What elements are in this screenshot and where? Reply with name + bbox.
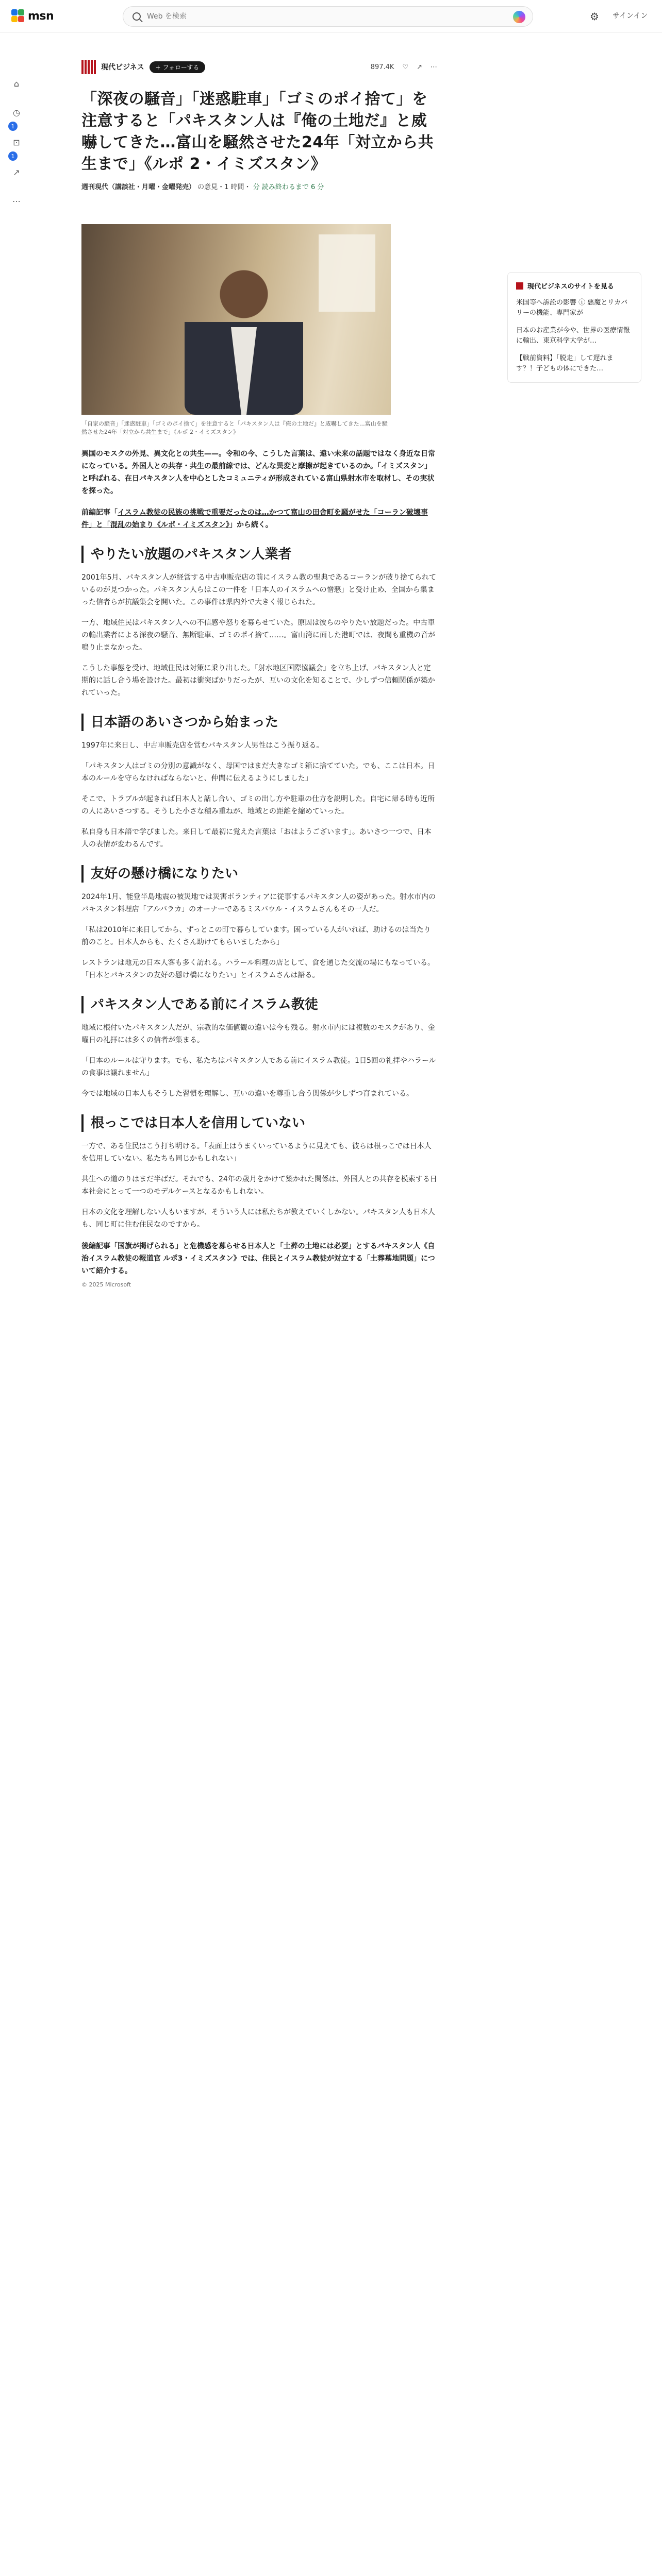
side-link[interactable]: 【戦前資料】「脱走」して遅れます？！子どもの体にできた… bbox=[516, 354, 614, 372]
publisher-side-card bbox=[507, 272, 641, 383]
paragraph: 地域に根付いたパキスタン人だが、宗教的な価値観の違いは今も残る。射水市内には複数のモスクがあり、金曜日の礼拝には多くの信者が集まる。 bbox=[81, 1024, 435, 1044]
logo-text: msn bbox=[28, 9, 54, 23]
image-caption: 「自家の騒音」「迷惑駐車」「ゴミのポイ捨て」を注意すると「パキスタン人は『俺の土地だ』と威嚇してきた…富山を騒然させた24年「対立から共生まで」《ルポ 2・イミズスタン》 bbox=[81, 420, 388, 435]
paragraph: こうした事態を受け、地域住民は対策に乗り出した。「射水地区国際協議会」を立ち上げ、パキスタン人と定期的に話し合う場を設けた。最初は衝突ばかりだったが、互いの文化を知ることで、少しずつ信頼関係が築かれていった。 bbox=[81, 664, 435, 697]
related-suffix: 」から続く。 bbox=[229, 521, 273, 529]
home-icon[interactable]: ⌂ bbox=[13, 78, 20, 89]
paragraph: レストランは地元の日本人客も多く訪れる。ハラール料理の店として、食を通じた交流の場にもなっている。「日本とパキスタンの友好の懸け橋になりたい」とイスラムさんは語る。 bbox=[81, 959, 435, 979]
paragraph: 「パキスタン人はゴミの分別の意識がなく、母国ではまだ大きなゴミ箱に捨てていた。でも、ここは日本。日本のルールを守らなければならないと、仲間に伝えるようにしました」 bbox=[81, 762, 435, 783]
search-input[interactable] bbox=[147, 12, 498, 21]
byline bbox=[81, 181, 437, 191]
related-link[interactable]: イスラム教徒の民族の挑戦で重要だったのは…かつて富山の田舎町を騒がせた「コーラン破壊事件」と「混乱の始まり《ルポ・イミズスタン》 bbox=[81, 509, 428, 529]
article-lead: 異国のモスクの外見、異文化との共生——。令和の今、こうした言葉は、遠い未来の話題ではなく身近な日常になっている。外国人との共存・共生の最前線では、どんな異変と摩擦が起きているのか。「イミズスタン」と呼ばれる、在日パキスタン人を中心としたコミュニティが形成されている富山県射水市を取材し、その実状を探った。 bbox=[81, 450, 435, 495]
closing-link[interactable]: 後編記事「国旗が掲げられる」と危機感を募らせる日本人と「土葬の土地には必要」とするパキスタン人《自治イスラム教徒の報道官 ルポ3・イミズスタン》では、住民とイスラム教徒が対立する「土葬墓地問題」について紹介する。 bbox=[81, 1242, 435, 1275]
related-article bbox=[81, 506, 437, 531]
top-bar bbox=[0, 0, 662, 33]
more-icon[interactable]: ⋯ bbox=[12, 196, 21, 206]
paragraph: 私自身も日本語で学びました。来日して最初に覚えた言葉は「おはようございます」。あいさつ一つで、日本人の表情が変わるんです。 bbox=[81, 828, 432, 849]
msn-logo-icon bbox=[11, 9, 25, 23]
related-prefix: 前編記事「 bbox=[81, 509, 118, 517]
more-options-icon[interactable]: ⋯ bbox=[431, 63, 437, 71]
byline-meta: の意見・1 時間・ bbox=[197, 183, 251, 191]
paragraph: そこで、トラブルが起きれば日本人と話し合い、ゴミの出し方や駐車の仕方を説明した。自宅に帰る時も近所の人にあいさつする。そうした小さな積み重ねが、地域との距離を縮めていった。 bbox=[81, 795, 435, 816]
follower-count: 897.4K bbox=[370, 63, 394, 71]
paragraph: 共生への道のりはまだ半ばだ。それでも、24年の歳月をかけて築かれた関係は、外国人との共存を模索する日本社会にとって一つのモデルケースとなるかもしれない。 bbox=[81, 1175, 437, 1196]
msn-logo[interactable] bbox=[11, 9, 54, 23]
paragraph: 日本の文化を理解しない人もいますが、そういう人には私たちが教えていくしかない。パキスタン人も日本人も、同じ町に住む住民なのですから。 bbox=[81, 1208, 435, 1229]
clock-icon[interactable]: ◷ bbox=[13, 107, 20, 117]
paragraph: 2001年5月、パキスタン人が経営する中古車販売店の前にイスラム教の聖典であるコーランが破り捨てられているのが見つかった。パキスタン人らはこの一件を「日本人のイスラムへの憎悪」と受け止め、全国から集まった信者らが抗議集会を開いた。この事件は県内外で大きく報じられた。 bbox=[81, 573, 436, 606]
side-link[interactable]: 日本のお産業が今や、世界の医療情報に輸出、東京科学大学が… bbox=[516, 327, 630, 345]
paragraph: 2024年1月、能登半島地震の被災地では災害ボランティアに従事するパキスタン人の姿があった。射水市内のパキスタン料理店「アルバラカ」のオーナーであるミスバウル・イスラムさんもその一人だ。 bbox=[81, 893, 436, 913]
section-heading: パキスタン人である前にイスラム教徒 bbox=[81, 996, 437, 1013]
bookmark-icon[interactable]: ⊡ bbox=[13, 137, 20, 147]
publisher-mini-logo bbox=[516, 282, 523, 290]
section-heading: 根っこでは日本人を信用していない bbox=[81, 1114, 437, 1132]
like-icon[interactable]: ♡ bbox=[402, 63, 409, 71]
search-icon bbox=[133, 12, 141, 21]
paragraph: 一方で、ある住民はこう打ち明ける。「表面上はうまくいっているように見えても、彼らは根っこでは日本人を信用していない。私たちも同じかもしれない」 bbox=[81, 1142, 432, 1163]
share-icon[interactable]: ↗ bbox=[417, 63, 422, 71]
paragraph: 「日本のルールは守ります。でも、私たちはパキスタン人である前にイスラム教徒。1日5回の礼拝やハラールの食事は譲れません」 bbox=[81, 1057, 436, 1077]
paragraph: 1997年に来日し、中古車販売店を営むパキスタン人男性はこう振り返る。 bbox=[81, 741, 324, 750]
side-card-title: 現代ビジネスのサイトを見る bbox=[527, 283, 614, 291]
section-heading: 日本語のあいさつから始まった bbox=[81, 714, 437, 731]
article-sections bbox=[81, 546, 437, 1231]
notification-badge-2: 1 bbox=[8, 151, 18, 161]
read-time: 分 読み終わるまで 6 分 bbox=[253, 183, 324, 191]
left-rail bbox=[0, 33, 33, 2576]
publisher-row bbox=[81, 56, 437, 78]
copilot-icon[interactable] bbox=[513, 11, 525, 23]
section-heading: 友好の懸け橋になりたい bbox=[81, 865, 437, 883]
follow-button[interactable]: + フォローする bbox=[150, 61, 206, 73]
paragraph: 「私は2010年に来日してから、ずっとこの町で暮らしています。困っている人がいれば、助けるのは当たり前のこと。日本人からも、たくさん助けてもらいましたから」 bbox=[81, 926, 431, 946]
paragraph: 今では地域の日本人もそうした習慣を理解し、互いの違いを尊重し合う関係が少しずつ育まれている。 bbox=[81, 1090, 413, 1098]
notification-badge: 1 bbox=[8, 122, 18, 131]
side-link[interactable]: 米国等へ訴訟の影響 ⓘ 悪魔とリカバリーの機能、専門家が bbox=[516, 299, 628, 317]
settings-icon[interactable]: ⚙ bbox=[590, 10, 599, 23]
photo-credit: © 2025 Microsoft bbox=[81, 1281, 131, 1288]
hero-image[interactable] bbox=[81, 224, 391, 415]
calendar-graphic bbox=[319, 234, 375, 312]
paragraph: 一方、地域住民はパキスタン人への不信感や怒りを募らせていた。原因は彼らのやりたい放題だった。中古車の輸出業者による深夜の騒音、無断駐車、ゴミのポイ捨て……。富山湾に面した港町では、夜間も重機の音が鳴り止まなかった。 bbox=[81, 619, 435, 652]
side-card-header[interactable] bbox=[516, 281, 633, 291]
byline-source[interactable]: 週刊現代（講談社・月曜・金曜発売） bbox=[81, 183, 196, 191]
section-heading: やりたい放題のパキスタン人業者 bbox=[81, 546, 437, 563]
article bbox=[81, 56, 437, 1288]
search-box[interactable] bbox=[123, 6, 533, 27]
publisher-logo[interactable] bbox=[81, 60, 96, 74]
publisher-name[interactable]: 現代ビジネス bbox=[101, 63, 144, 72]
signin-link[interactable]: サインイン bbox=[613, 12, 648, 20]
article-headline: 「深夜の騒音」「迷惑駐車」「ゴミのポイ捨て」を注意すると「パキスタン人は『俺の土地だ』と威嚇してきた…富山を騒然させた24年「対立から共生まで」《ルポ 2・イミズスタン》 bbox=[81, 90, 434, 173]
share-icon[interactable]: ↗ bbox=[13, 167, 20, 177]
